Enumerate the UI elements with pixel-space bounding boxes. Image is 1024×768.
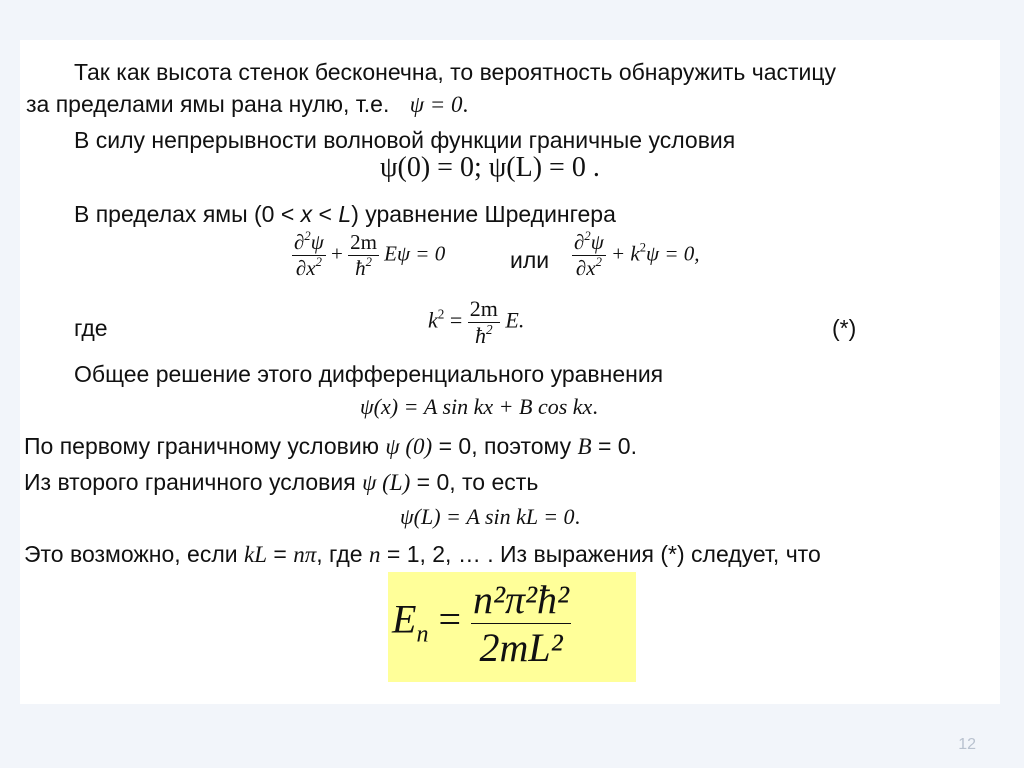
text-line-4-b: <: [312, 201, 339, 227]
text-line-8-c: , где: [316, 541, 369, 567]
k-symbol: k: [428, 307, 438, 333]
text-line-4: [74, 200, 616, 228]
partial-x-2: ∂x: [575, 256, 596, 280]
text-line-8-npi: nπ: [293, 542, 317, 567]
energy-E: E: [392, 596, 417, 642]
e-psi-zero: Eψ = 0: [384, 241, 446, 266]
schrodinger-equation-k: $\frac{\partial^2\psi}{\partial x^2}$ + $k^2\psi = 0$,: [574, 229, 700, 280]
slide: [20, 40, 1000, 704]
k-def-numerator: 2m: [469, 296, 498, 321]
text-line-8-a: Это возможно, если: [24, 541, 244, 567]
text-line-6-b: = 0, поэтому: [432, 433, 578, 459]
text-line-2: за пределами ямы рана нулю, т.е. ψ = 0.: [26, 91, 469, 117]
general-solution-text: ψ(x) = A sin kx + B cos kx: [360, 394, 593, 419]
k-tail: ψ = 0,: [646, 241, 700, 266]
boundary-conditions-formula: ψ(0) = 0; ψ(L) = 0 .: [380, 152, 600, 183]
text-line-6: [24, 432, 637, 461]
text-line-4-x: x: [300, 201, 313, 227]
text-line-8: [24, 540, 821, 569]
text-line-3: В силу непрерывности волновой функции граничные условия: [74, 127, 736, 153]
text-line-7-b: = 0, то есть: [410, 469, 539, 495]
text-line-6-a: По первому граничному условию: [24, 433, 386, 459]
text-line-6-B: B: [577, 434, 592, 459]
word-or: или: [510, 247, 550, 273]
psi-zero-formula: ψ = 0: [409, 92, 463, 117]
k-def-rhs: E.: [505, 307, 525, 333]
plus-k: + k: [610, 241, 640, 266]
partial-x: ∂x: [295, 256, 316, 280]
text-line-7: [24, 468, 538, 497]
text-line-8-d: = 1, 2, … . Из выражения (*) следует, что: [380, 541, 821, 567]
page-number: 12: [958, 736, 976, 753]
energy-denominator: 2mL²: [479, 625, 563, 670]
general-solution-formula: ψ(x) = A sin kx + B cos kx.: [360, 394, 598, 419]
k-def-denominator: ħ: [475, 323, 487, 348]
text-line-6-c: = 0.: [591, 433, 637, 459]
two-m: 2m: [350, 230, 377, 254]
word-where: где: [74, 315, 108, 341]
text-line-4-c: ) уравнение Шредингера: [351, 201, 616, 227]
text-line-4-L: L: [338, 201, 352, 227]
partial-symbol-2: ∂: [574, 230, 585, 254]
psi-symbol: ψ: [310, 230, 324, 254]
second-boundary-text: ψ(L) = A sin kL = 0: [400, 504, 575, 529]
text-line-4-a: В пределах ямы (0 <: [74, 201, 301, 227]
energy-formula: $E_n$ = $\frac{\text{n²π²ħ²}}{\text{2mL²}}$: [392, 577, 570, 670]
star-label: (*): [832, 315, 857, 341]
psi-symbol-2: ψ: [590, 230, 604, 254]
second-boundary-formula: ψ(L) = A sin kL = 0.: [400, 504, 581, 529]
text-line-8-n: n: [368, 542, 381, 567]
text-line-7-psi: ψ (L): [362, 470, 411, 495]
energy-numerator: n²π²ħ²: [473, 577, 570, 622]
text-line-6-psi: ψ (0): [385, 434, 433, 459]
text-line-1: Так как высота стенок бесконечна, то вероятность обнаружить частицу: [74, 59, 837, 85]
text-line-7-a: Из второго граничного условия: [24, 469, 363, 495]
text-line-2-body: за пределами ямы рана нулю, т.е.: [26, 91, 390, 117]
text-line-5: Общее решение этого дифференциального уравнения: [74, 361, 664, 387]
k-definition: $k^2$ = $\frac{2m}{ħ^2}$ E.: [428, 296, 525, 348]
partial-symbol: ∂: [294, 230, 305, 254]
energy-subscript: n: [416, 621, 429, 648]
text-line-8-b: =: [266, 541, 294, 567]
hbar: ħ: [355, 256, 366, 280]
text-line-8-kL: kL: [243, 542, 267, 567]
schrodinger-equation: $\frac{\partial^2\psi}{\partial x^2}$ + $\frac{2m}{ħ^2}$ Eψ = 0: [294, 229, 446, 280]
boundary-conditions-text: ψ(0) = 0; ψ(L) = 0: [380, 152, 586, 183]
